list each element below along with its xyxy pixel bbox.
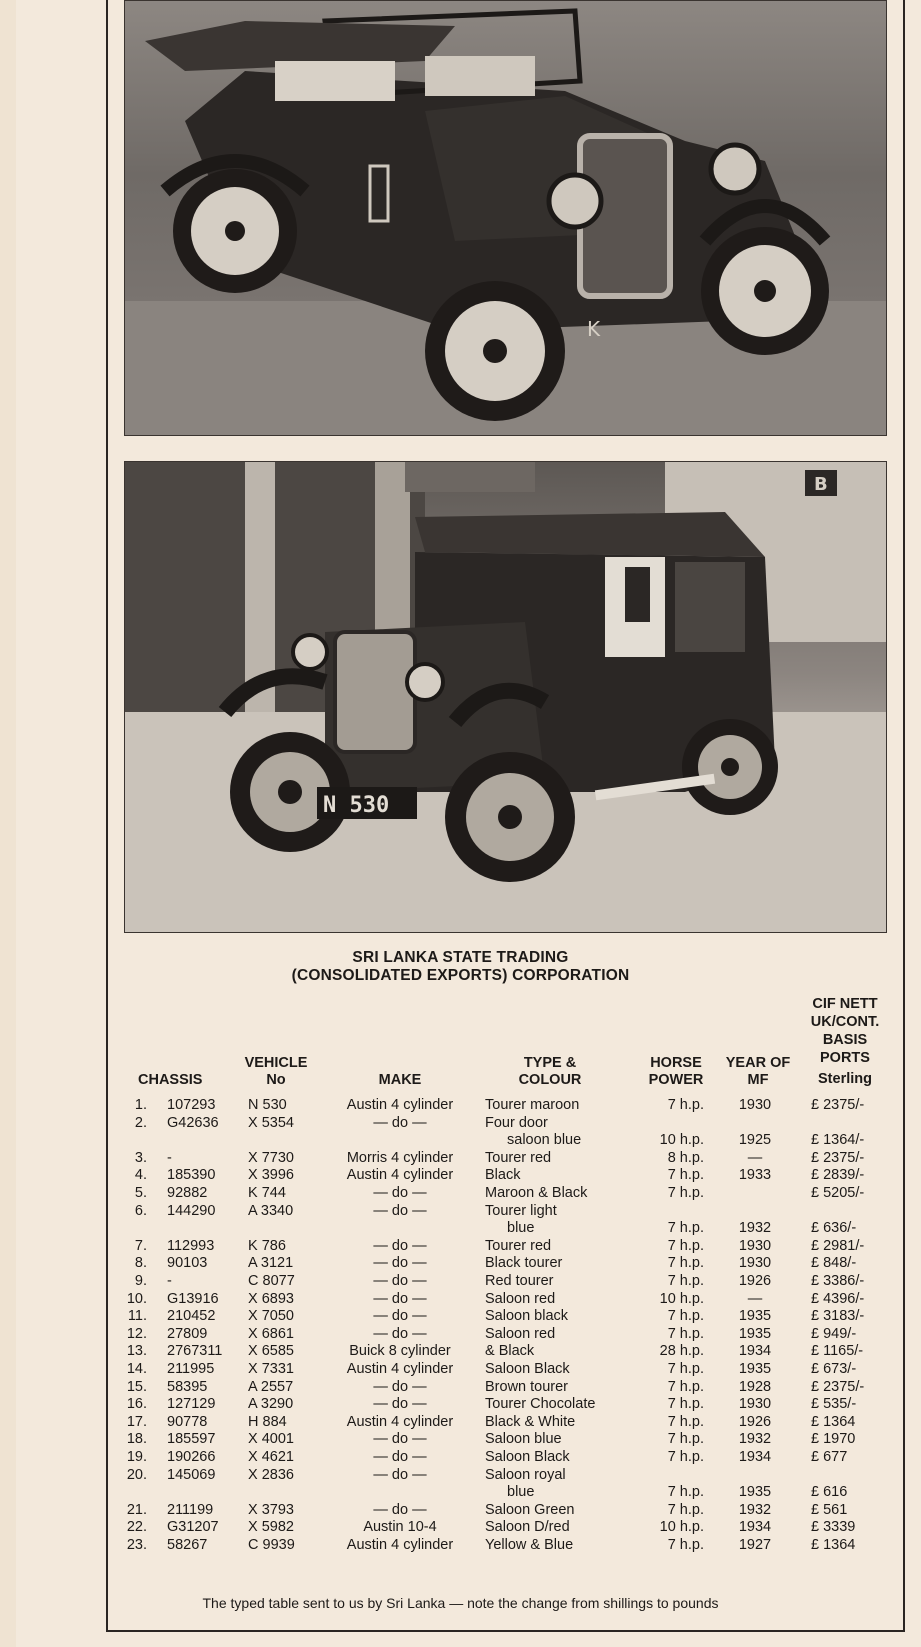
horsepower-cell: 7 h.p. [667, 1308, 704, 1325]
vehicle-cell: X 5982 [248, 1519, 294, 1536]
type-cell: Saloon black [485, 1308, 569, 1325]
vehicle-cell: X 3996 [248, 1167, 294, 1184]
make-cell: — do — [373, 1431, 427, 1448]
chassis-cell: 58267 [167, 1537, 208, 1553]
horsepower-cell: 7 h.p. [667, 1449, 704, 1465]
vehicle-cell: X 4001 [248, 1431, 294, 1448]
chassis-cell: 145069 [167, 1466, 216, 1483]
make-cell: Morris 4 cylinder [346, 1149, 454, 1166]
chassis-cell: 90103 [167, 1255, 208, 1272]
vehicle-cell: A 3340 [248, 1202, 294, 1219]
row-number: 7. [134, 1237, 147, 1254]
year-cell: 1932 [738, 1501, 772, 1518]
row-number: 2. [134, 1114, 147, 1131]
row-number: 18. [126, 1431, 147, 1448]
row-number: 15. [126, 1378, 147, 1395]
horsepower-cell: 7 h.p. [667, 1396, 704, 1413]
chassis-cell: 112993 [167, 1237, 215, 1254]
row-number: 12. [126, 1325, 147, 1342]
saloon-plate-text: N 530 [323, 793, 390, 818]
type-cell: Black tourer [485, 1255, 563, 1272]
sign-text: B [814, 474, 828, 495]
type-cell: blue [507, 1484, 535, 1501]
price-cell: £ 2839/- [811, 1167, 865, 1184]
make-cell: Austin 4 cylinder [346, 1537, 454, 1553]
chassis-cell: - [167, 1273, 172, 1289]
year-cell: — [747, 1290, 763, 1307]
make-cell: — do — [373, 1449, 427, 1465]
horsepower-cell: 10 h.p. [659, 1519, 704, 1536]
table-title-line2: (CONSOLIDATED EXPORTS) CORPORATION [291, 967, 630, 984]
header-type-line1: TYPE & [523, 1055, 577, 1071]
header-chassis: CHASSIS [138, 1072, 203, 1088]
horsepower-cell: 8 h.p. [667, 1149, 704, 1166]
make-cell: — do — [373, 1202, 427, 1219]
year-cell: 1926 [738, 1413, 772, 1430]
row-number: 11. [127, 1308, 147, 1325]
vehicle-cell: H 884 [248, 1413, 287, 1430]
chassis-cell: 144290 [167, 1202, 216, 1219]
make-cell: — do — [373, 1255, 427, 1272]
year-cell: 1932 [738, 1220, 772, 1237]
make-cell: Austin 4 cylinder [346, 1361, 454, 1377]
chassis-cell: 92882 [167, 1185, 208, 1201]
header-hp-line2: POWER [648, 1072, 704, 1088]
type-cell: Saloon royal [485, 1466, 566, 1483]
year-cell: 1934 [738, 1343, 772, 1360]
horsepower-cell: 7 h.p. [667, 1220, 704, 1237]
price-cell: £ 616 [811, 1484, 848, 1501]
year-cell: 1935 [738, 1325, 772, 1342]
type-cell: Tourer Chocolate [485, 1396, 596, 1413]
type-cell: Black & White [485, 1413, 576, 1430]
vehicle-cell: X 7050 [248, 1308, 294, 1325]
price-cell: £ 673/- [811, 1361, 857, 1377]
vehicle-cell: A 2557 [248, 1378, 294, 1395]
make-cell: — do — [373, 1273, 427, 1289]
row-number: 21. [126, 1501, 147, 1518]
chassis-cell: 58395 [167, 1378, 208, 1395]
horsepower-cell: 7 h.p. [667, 1484, 704, 1501]
type-cell: Tourer maroon [485, 1097, 580, 1113]
make-cell: — do — [373, 1325, 427, 1342]
price-cell: £ 3386/- [811, 1273, 865, 1289]
price-cell: £ 1364 [811, 1537, 856, 1553]
tourer-illustration [125, 1, 886, 435]
horsepower-cell: 7 h.p. [667, 1273, 704, 1289]
price-cell: £ 4396/- [811, 1290, 865, 1307]
vehicle-cell: X 7331 [248, 1361, 294, 1377]
chassis-cell: G13916 [167, 1290, 219, 1307]
make-cell: — do — [373, 1237, 427, 1254]
header-price-line4: PORTS [820, 1050, 870, 1066]
price-cell: £ 2375/- [811, 1097, 865, 1113]
year-cell: 1930 [738, 1396, 772, 1413]
vehicle-cell: N 530 [248, 1097, 287, 1113]
price-cell: £ 848/- [811, 1255, 857, 1272]
header-year-line1: YEAR OF [725, 1055, 791, 1071]
make-cell: — do — [373, 1114, 427, 1131]
table-title-line1: SRI LANKA STATE TRADING [352, 949, 569, 966]
type-cell: Yellow & Blue [485, 1537, 574, 1553]
photo-saloon [124, 461, 887, 933]
price-cell: £ 535/- [811, 1396, 857, 1413]
saloon-illustration [125, 462, 886, 932]
column-rule-left [106, 0, 108, 1632]
vehicle-cell: C 8077 [248, 1273, 295, 1289]
chassis-cell: - [167, 1149, 172, 1166]
type-cell: Red tourer [485, 1273, 554, 1289]
row-number: 3. [134, 1149, 147, 1166]
make-cell: Austin 4 cylinder [346, 1413, 454, 1430]
type-cell: saloon blue [507, 1132, 582, 1149]
chassis-cell: 2767311 [167, 1343, 223, 1360]
price-cell: £ 2375/- [811, 1378, 865, 1395]
price-cell: £ 3339 [811, 1519, 856, 1536]
make-cell: — do — [373, 1396, 427, 1413]
type-cell: Saloon red [485, 1290, 556, 1307]
vehicle-cell: X 4621 [248, 1449, 294, 1465]
year-cell: 1935 [738, 1361, 772, 1377]
type-cell: Tourer red [485, 1149, 552, 1166]
make-cell: — do — [373, 1466, 427, 1483]
column-rule-right [903, 0, 905, 1632]
vehicle-cell: X 6585 [248, 1343, 294, 1360]
chassis-cell: 127129 [167, 1396, 216, 1413]
price-cell: £ 677 [811, 1449, 848, 1465]
price-cell: £ 561 [811, 1501, 848, 1518]
make-cell: — do — [373, 1378, 427, 1395]
header-vehicle-line1: VEHICLE [244, 1055, 308, 1071]
price-cell: £ 2981/- [811, 1237, 865, 1254]
vehicle-cell: C 9939 [248, 1537, 295, 1553]
horsepower-cell: 7 h.p. [667, 1501, 704, 1518]
row-number: 17. [126, 1413, 147, 1430]
chassis-cell: 185390 [167, 1167, 216, 1184]
type-cell: Four door [485, 1114, 548, 1131]
type-cell: Saloon Black [485, 1361, 570, 1377]
horsepower-cell: 7 h.p. [667, 1255, 704, 1272]
horsepower-cell: 7 h.p. [667, 1431, 704, 1448]
year-cell: 1930 [738, 1237, 772, 1254]
year-cell: 1928 [738, 1378, 772, 1395]
year-cell: 1926 [738, 1273, 772, 1289]
type-cell: Brown tourer [485, 1378, 569, 1395]
tourer-plate-text: K [587, 317, 601, 341]
horsepower-cell: 7 h.p. [667, 1537, 704, 1553]
year-cell: 1927 [738, 1537, 772, 1553]
type-cell: Black [485, 1167, 521, 1184]
horsepower-cell: 7 h.p. [667, 1378, 704, 1395]
year-cell: 1925 [738, 1132, 772, 1149]
header-hp-line1: HORSE [650, 1055, 702, 1071]
make-cell: — do — [373, 1501, 427, 1518]
type-cell: Saloon D/red [485, 1519, 570, 1536]
make-cell: Buick 8 cylinder [349, 1343, 451, 1360]
row-number: 5. [134, 1185, 147, 1201]
horsepower-cell: 10 h.p. [659, 1290, 704, 1307]
price-cell: £ 1364 [811, 1413, 856, 1430]
row-number: 23. [126, 1537, 147, 1553]
horsepower-cell: 28 h.p. [659, 1343, 704, 1360]
row-number: 1. [134, 1097, 147, 1113]
chassis-cell: 190266 [167, 1449, 216, 1465]
horsepower-cell: 7 h.p. [667, 1185, 704, 1201]
header-price-line2: UK/CONT. [810, 1014, 880, 1030]
type-cell: Maroon & Black [485, 1185, 588, 1201]
vehicle-cell: K 786 [248, 1237, 286, 1254]
make-cell: — do — [373, 1290, 427, 1307]
vehicle-cell: K 744 [248, 1185, 286, 1201]
header-price-line1: CIF NETT [812, 996, 878, 1012]
year-cell: 1930 [738, 1097, 772, 1113]
horsepower-cell: 7 h.p. [667, 1325, 704, 1342]
header-year-line2: MF [747, 1072, 769, 1088]
chassis-cell: 90778 [167, 1413, 208, 1430]
price-cell: £ 1970 [811, 1431, 856, 1448]
year-cell: 1935 [738, 1308, 772, 1325]
row-number: 22. [126, 1519, 147, 1536]
year-cell: 1932 [738, 1431, 772, 1448]
year-cell: 1935 [738, 1484, 772, 1501]
vehicle-cell: X 6893 [248, 1290, 294, 1307]
row-number: 20. [126, 1466, 147, 1483]
header-price-line3: BASIS [822, 1032, 868, 1048]
header-price-line5: Sterling [818, 1071, 872, 1087]
horsepower-cell: 7 h.p. [667, 1237, 704, 1254]
make-cell: Austin 4 cylinder [346, 1097, 454, 1113]
price-cell: £ 1165/- [811, 1343, 864, 1360]
type-cell: blue [507, 1220, 535, 1237]
price-cell: £ 5205/- [811, 1185, 865, 1201]
row-number: 6. [134, 1202, 147, 1219]
type-cell: Tourer red [485, 1237, 552, 1254]
horsepower-cell: 7 h.p. [667, 1167, 704, 1184]
vehicle-cell: A 3121 [248, 1255, 294, 1272]
caption: The typed table sent to us by Sri Lanka — note the change from shillings to pounds [202, 1595, 719, 1611]
price-cell: £ 2375/- [811, 1149, 865, 1166]
type-cell: Tourer light [485, 1202, 557, 1219]
make-cell: Austin 4 cylinder [346, 1167, 454, 1184]
make-cell: — do — [373, 1308, 427, 1325]
row-number: 9. [134, 1273, 147, 1289]
row-number: 4. [134, 1167, 147, 1184]
header-make: MAKE [378, 1072, 422, 1088]
year-cell: 1930 [738, 1255, 772, 1272]
header-type-line2: COLOUR [518, 1072, 582, 1088]
year-cell: 1933 [738, 1167, 772, 1184]
year-cell: — [747, 1149, 763, 1166]
vehicle-cell: X 7730 [248, 1149, 294, 1166]
year-cell: 1934 [738, 1449, 772, 1465]
vehicle-cell: A 3290 [248, 1396, 294, 1413]
chassis-cell: 107293 [167, 1097, 216, 1113]
row-number: 13. [126, 1343, 147, 1360]
vehicle-cell: X 3793 [248, 1501, 294, 1518]
type-cell: Saloon blue [485, 1431, 562, 1448]
type-cell: & Black [485, 1343, 535, 1360]
row-number: 14. [126, 1361, 147, 1377]
type-cell: Saloon Green [485, 1501, 575, 1518]
row-number: 19. [126, 1449, 147, 1465]
price-cell: £ 3183/- [811, 1308, 865, 1325]
chassis-cell: G42636 [167, 1114, 219, 1131]
row-number: 10. [126, 1290, 147, 1307]
make-cell: Austin 10-4 [363, 1519, 437, 1536]
page-margin [0, 0, 16, 1647]
horsepower-cell: 7 h.p. [667, 1097, 704, 1113]
photo-open-tourer [124, 0, 887, 436]
chassis-cell: 211199 [167, 1501, 214, 1518]
horsepower-cell: 7 h.p. [667, 1361, 704, 1377]
horsepower-cell: 7 h.p. [667, 1413, 704, 1430]
year-cell: 1934 [738, 1519, 772, 1536]
make-cell: — do — [373, 1185, 427, 1201]
chassis-cell: 27809 [167, 1325, 208, 1342]
row-number: 16. [126, 1396, 147, 1413]
price-cell: £ 949/- [811, 1325, 857, 1342]
vehicle-cell: X 5354 [248, 1114, 294, 1131]
price-cell: £ 636/- [811, 1220, 857, 1237]
chassis-cell: 210452 [167, 1308, 216, 1325]
row-number: 8. [134, 1255, 147, 1272]
horsepower-cell: 10 h.p. [659, 1132, 704, 1149]
type-cell: Saloon red [485, 1325, 556, 1342]
chassis-cell: 211995 [167, 1361, 215, 1377]
type-cell: Saloon Black [485, 1449, 570, 1465]
header-vehicle-line2: No [266, 1072, 286, 1088]
vehicle-cell: X 2836 [248, 1466, 294, 1483]
chassis-cell: 185597 [167, 1431, 216, 1448]
price-cell: £ 1364/- [811, 1132, 865, 1149]
chassis-cell: G31207 [167, 1519, 219, 1536]
column-rule-bottom [106, 1630, 905, 1632]
vehicle-cell: X 6861 [248, 1325, 294, 1342]
